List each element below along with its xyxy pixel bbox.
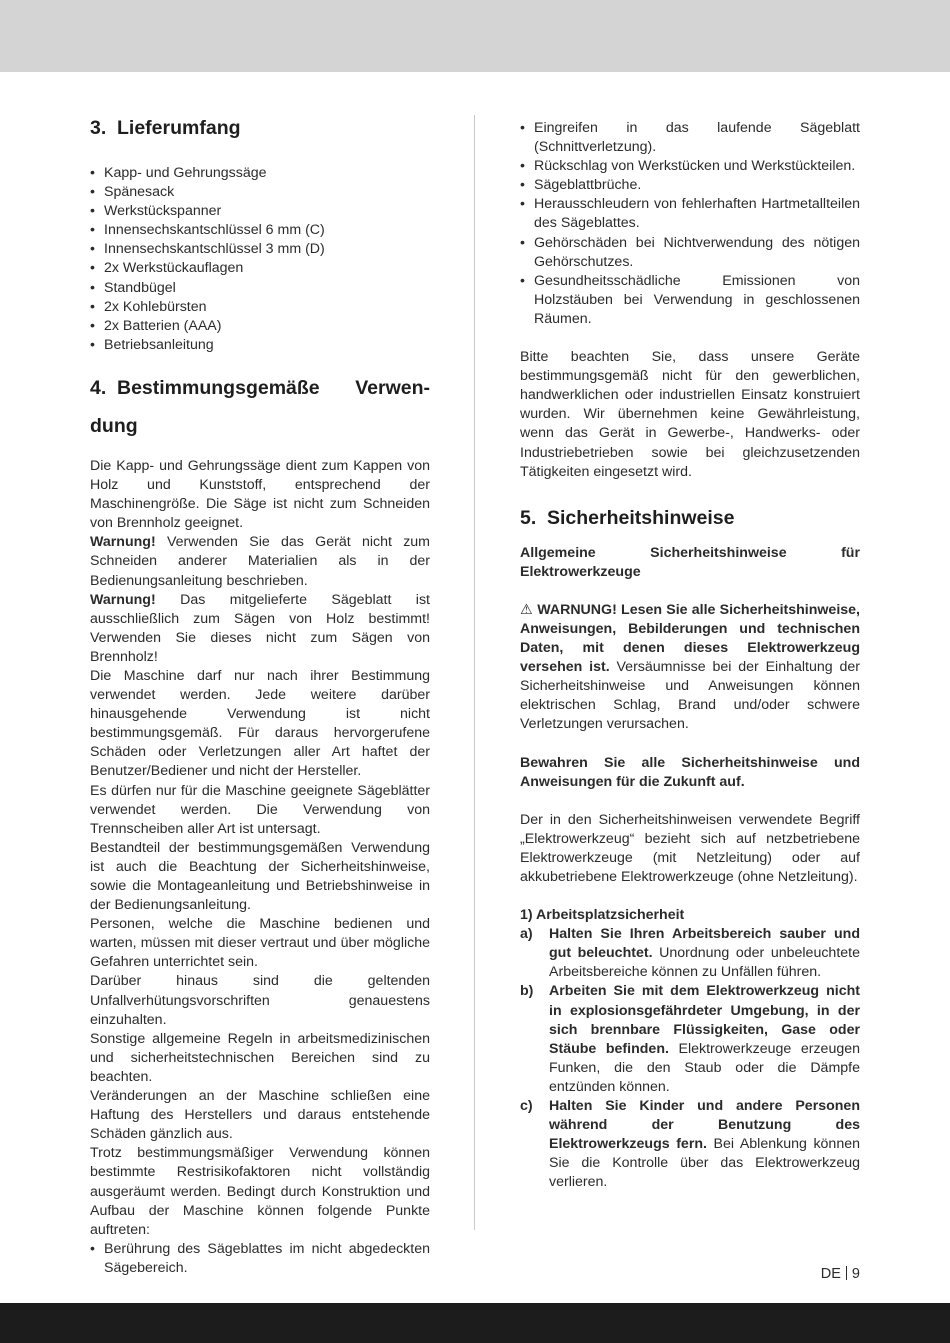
paragraph: Die Maschine darf nur nach ihrer Bestimmung verwendet werden. Jede weitere darüber hinausgehende Verwendung ist nicht bestimmungsgemäß. Für daraus hervorgerufene Schäden oder Verletzungen aller Art haftet der Benutzer/Bediener und nicht der Hersteller. [90, 667, 430, 780]
item-label: a) [520, 926, 533, 943]
paragraph: Bitte beachten Sie, dass unsere Geräte bestimmungsgemäß nicht für den gewerblichen, handwerklichen oder industriellen Einsatz konstruiert wurden. Wir übernehmen keine Gewährleistung, wenn das Gerät in Gewerbe-, Handwerks- oder Industriebetrieben sowie bei gleichzusetzenden Tätigkeiten eingesetzt wird. [520, 349, 860, 480]
list-item [520, 925, 860, 982]
residual-risk-list [90, 1240, 430, 1278]
list-item: • Berührung des Sägeblattes im nicht abgedeckten Sägebereich. [90, 1240, 430, 1278]
right-column [520, 119, 860, 1193]
page-number [821, 1265, 860, 1284]
list-item [520, 1097, 860, 1192]
warning-paragraph [520, 601, 860, 735]
section-5-heading [520, 506, 860, 530]
scope-of-delivery-list [90, 164, 430, 355]
list-item: • Rückschlag von Werkstücken und Werkstückteilen. [520, 157, 860, 176]
item-text: Bei Ablenkung können Sie die Kontrolle über das Elektrowerkzeug verlieren. [549, 1136, 860, 1191]
list-item: • Gehörschäden bei Nichtverwendung des nötigen Gehörschutzes. [520, 234, 860, 272]
section-title: Sicherheitshinweise [547, 506, 735, 529]
item-bold: Arbeiten Sie mit dem Elektrowerkzeug nicht in explosionsgefährdeter Umgebung, in der sich brennbare Flüssigkeiten, Gase oder Stäube befinden. [549, 983, 860, 1057]
section-number: 5. [520, 506, 537, 529]
section-title-part: Bestimmungsgemäße [117, 376, 320, 399]
paragraph: Es dürfen nur für die Maschine geeignete Sägeblätter verwendet werden. Die Verwendung von Trennscheiben aller Art ist untersagt. [90, 782, 430, 837]
warning-paragraph [90, 591, 430, 667]
section-title-part: dung [90, 414, 138, 437]
warning-text: Das mitgelieferte Sägeblatt ist ausschließlich zum Sägen von Holz bestimmt! Verwenden Sie dieses nicht zum Sägen von Brennholz! [90, 591, 430, 665]
item-bold: Halten Sie Ihren Arbeitsbereich sauber und gut beleuchtet. [549, 926, 860, 962]
warning-label: Warnung! [90, 534, 156, 551]
keep-instructions-notice: Bewahren Sie alle Sicherheitshinweise und Anweisungen für die Zukunft auf. [520, 754, 860, 790]
list-item: • 2x Batterien (AAA) [90, 317, 430, 336]
residual-risk-list-continued [520, 119, 860, 329]
warning-text: Versäumnisse bei der Einhaltung der Sicherheitshinweise und Anweisungen können elektrischen Schlag, Brand und/oder schwere Verletzungen verursachen. [520, 659, 860, 733]
warning-label: Warnung! [90, 591, 156, 608]
list-item: • Werkstückspanner [90, 202, 430, 221]
subsection-title: 1) Arbeitsplatzsicherheit [520, 907, 685, 924]
list-item: • Kapp- und Gehrungssäge [90, 164, 430, 183]
language-code: DE [820, 1266, 841, 1282]
section-number: 3. [90, 117, 107, 139]
paragraph: Die Kapp- und Gehrungssäge dient zum Kappen von Holz und Kunststoff, entsprechend der Maschinengröße. Die Säge ist nicht zum Schneiden von Brennholz geeignet. [90, 457, 430, 532]
item-label: c) [520, 1098, 533, 1115]
warning-bold-text: WARNUNG! Lesen Sie alle Sicherheitshinweise, Anweisungen, Bebilderungen und technischen Daten, mit denen dieses Elektrowerkzeug versehen ist. [520, 601, 860, 676]
warning-triangle-icon: ⚠ [520, 601, 533, 618]
section-3-heading [90, 116, 430, 140]
paragraph: Bestandteil der bestimmungsgemäßen Verwendung ist auch die Beachtung der Sicherheitshinweise, sowie die Montageanleitung und Betriebshinweise in der Bedienungsanleitung. [90, 839, 430, 914]
safety-subtitle: Allgemeine Sicherheitshinweise für Elektrowerkzeuge [520, 544, 860, 580]
header-band [0, 0, 950, 72]
list-item: • Spänesack [90, 183, 430, 202]
list-item: • 2x Werkstückauflagen [90, 259, 430, 278]
page-number-value: 9 [851, 1266, 860, 1282]
paragraph: Sonstige allgemeine Regeln in arbeitsmedizinischen und sicherheitstechnischen Bereichen sind zu beachten. [90, 1030, 430, 1085]
list-item: • Betriebsanleitung [90, 336, 430, 355]
list-item [520, 982, 860, 1097]
workplace-safety-list [520, 925, 860, 1192]
list-item: • Gesundheitsschädliche Emissionen von Holzstäuben bei Verwendung in geschlossenen Räumen. [520, 272, 860, 329]
section-4-heading [90, 369, 430, 445]
section-number: 4. [90, 376, 107, 399]
list-item: • Herausschleudern von fehlerhaften Hartmetallteilen des Sägeblattes. [520, 195, 860, 233]
list-item: • Standbügel [90, 279, 430, 298]
paragraph: Personen, welche die Maschine bedienen und warten, müssen mit dieser vertraut und über mögliche Gefahren unterrichtet sein. [90, 916, 430, 971]
column-divider [474, 115, 475, 1230]
section-title-part: Verwen- [355, 376, 430, 399]
left-column [90, 116, 430, 1278]
warning-paragraph [90, 533, 430, 590]
item-bold: Halten Sie Kinder und andere Personen während der Benutzung des Elektrowerkzeugs fern. [549, 1098, 860, 1153]
paragraph: Der in den Sicherheitshinweisen verwendete Begriff „Elektrowerkzeug“ bezieht sich auf netzbetriebene Elektrowerkzeuge (mit Netzleitung) oder auf akkubetriebene Elektrowerkzeuge (ohne Netzleitung). [520, 811, 860, 885]
list-item: • Sägeblattbrüche. [520, 176, 860, 195]
paragraph: Trotz bestimmungsmäßiger Verwendung können bestimmte Restrisikofaktoren nicht vollständig ausgeräumt werden. Bedingt durch Konstruktion und Aufbau der Maschine können folgende Punkte auftreten: [90, 1145, 430, 1238]
footer-band [0, 1303, 950, 1343]
item-text: Unordnung oder unbeleuchtete Arbeitsbereiche können zu Unfällen führen. [549, 945, 860, 981]
item-text: Elektrowerkzeuge erzeugen Funken, die den Staub oder die Dämpfe entzünden können. [549, 1040, 861, 1095]
list-item: • 2x Kohlebürsten [90, 298, 430, 317]
paragraph: Darüber hinaus sind die geltenden Unfallverhütungsvorschriften genauestens einzuhalten. [90, 973, 430, 1028]
list-item: • Innensechskantschlüssel 6 mm (C) [90, 221, 430, 240]
list-item: • Innensechskantschlüssel 3 mm (D) [90, 240, 430, 259]
paragraph: Veränderungen an der Maschine schließen eine Haftung des Herstellers und daraus entstehende Schäden gänzlich aus. [90, 1088, 430, 1143]
item-label: b) [520, 983, 534, 1000]
section-title: Lieferumfang [117, 117, 241, 139]
intended-use-body [90, 457, 430, 1278]
warning-text: Verwenden Sie das Gerät nicht zum Schneiden anderer Materialien als in der Bedienungsanleitung beschrieben. [90, 534, 430, 589]
separator [846, 1266, 847, 1280]
list-item: • Eingreifen in das laufende Sägeblatt (Schnittverletzung). [520, 119, 860, 157]
